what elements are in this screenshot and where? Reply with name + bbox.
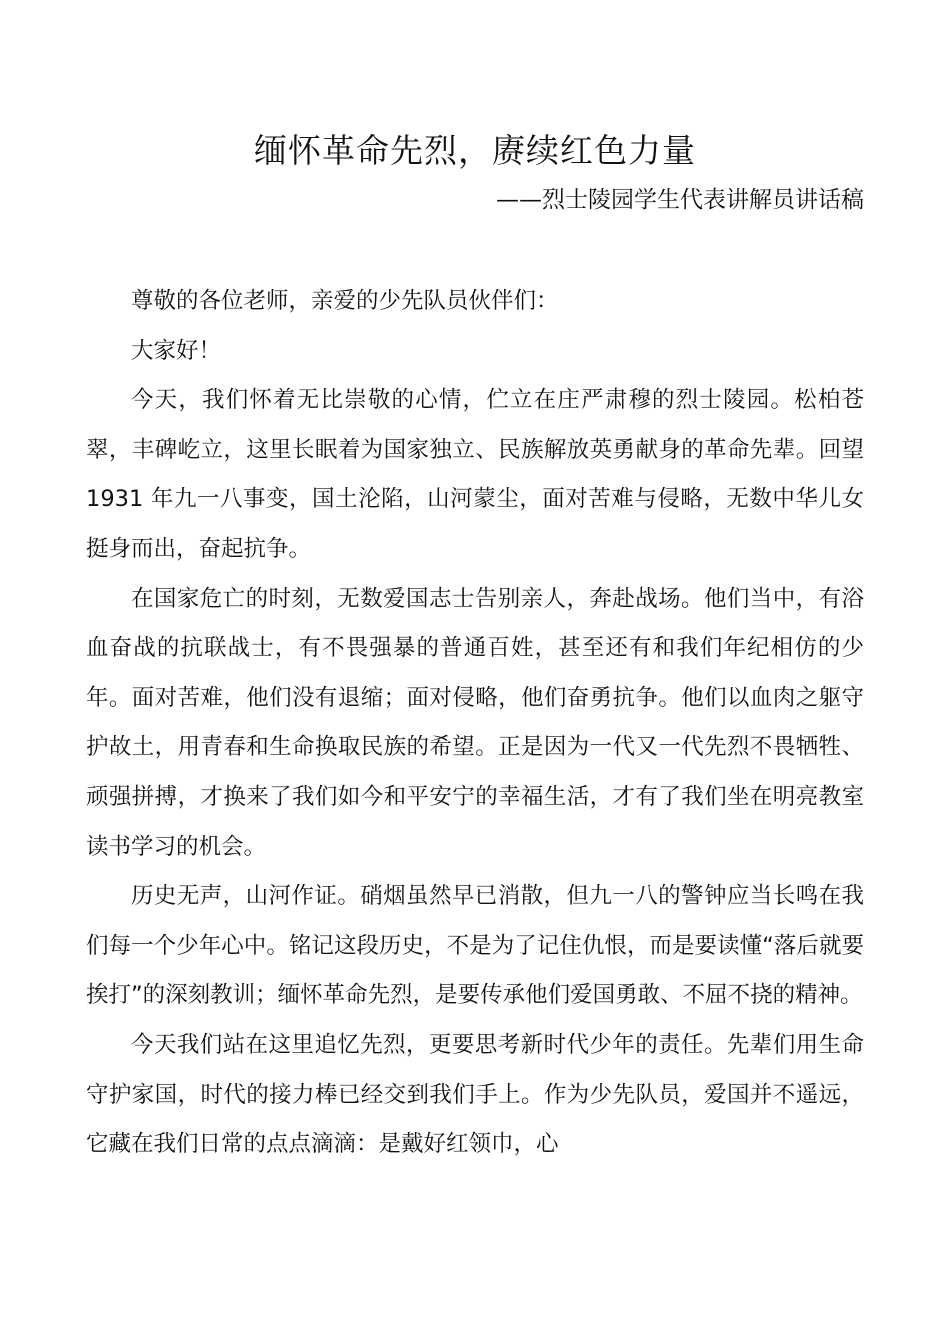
page-title: 缅怀革命先烈，赓续红色力量 <box>254 131 696 170</box>
body-paragraph: 历史无声，山河作证。硝烟虽然早已消散，但九一八的警钟应当长鸣在我们每一个少年心中。铭记这段历史，不是为了记住仇恨，而是要读懂“落后就要挨打”的深刻教训；缅怀革命先烈，是要传承他们爱国勇敢、不屈不挠的精神。 <box>86 883 864 1009</box>
page-subtitle: ——烈士陵园学生代表讲解员讲话稿 <box>496 187 864 213</box>
greeting-paragraph: 大家好！ <box>131 337 222 364</box>
speech-body <box>86 277 864 1170</box>
salutation-paragraph: 尊敬的各位老师，亲爱的少先队员伙伴们： <box>131 288 559 314</box>
body-paragraph: 在国家危亡的时刻，无数爱国志士告别亲人，奔赴战场。他们当中，有浴血奋战的抗联战士，有不畏强暴的普通百姓，甚至还有和我们年纪相仿的少年。面对苦难，他们没有退缩；面对侵略，他们奋勇抗争。他们以血肉之躯守护故土，用青春和生命换取民族的希望。正是因为一代又一代先烈不畏牺牲、顽强拼搏，才换来了我们如今和平安宁的幸福生活，才有了我们坐在明亮教室读书学习的机会。 <box>86 585 864 860</box>
body-paragraph: 今天我们站在这里追忆先烈，更要思考新时代少年的责任。先辈们用生命守护家国，时代的接力棒已经交到我们手上。作为少先队员，爱国并不遥远，它藏在我们日常的点点滴滴：是戴好红领巾，心 <box>86 1031 864 1158</box>
body-paragraph: 今天，我们怀着无比崇敬的心情，伫立在庄严肃穆的烈士陵园。松柏苍翠，丰碑屹立，这里长眠着为国家独立、民族解放英勇献身的革命先辈。回望 1931 年九一八事变，国土沦陷，山河蒙尘，面对苦难与侵略，无数中华儿女挺身而出，奋起抗争。 <box>86 387 864 562</box>
